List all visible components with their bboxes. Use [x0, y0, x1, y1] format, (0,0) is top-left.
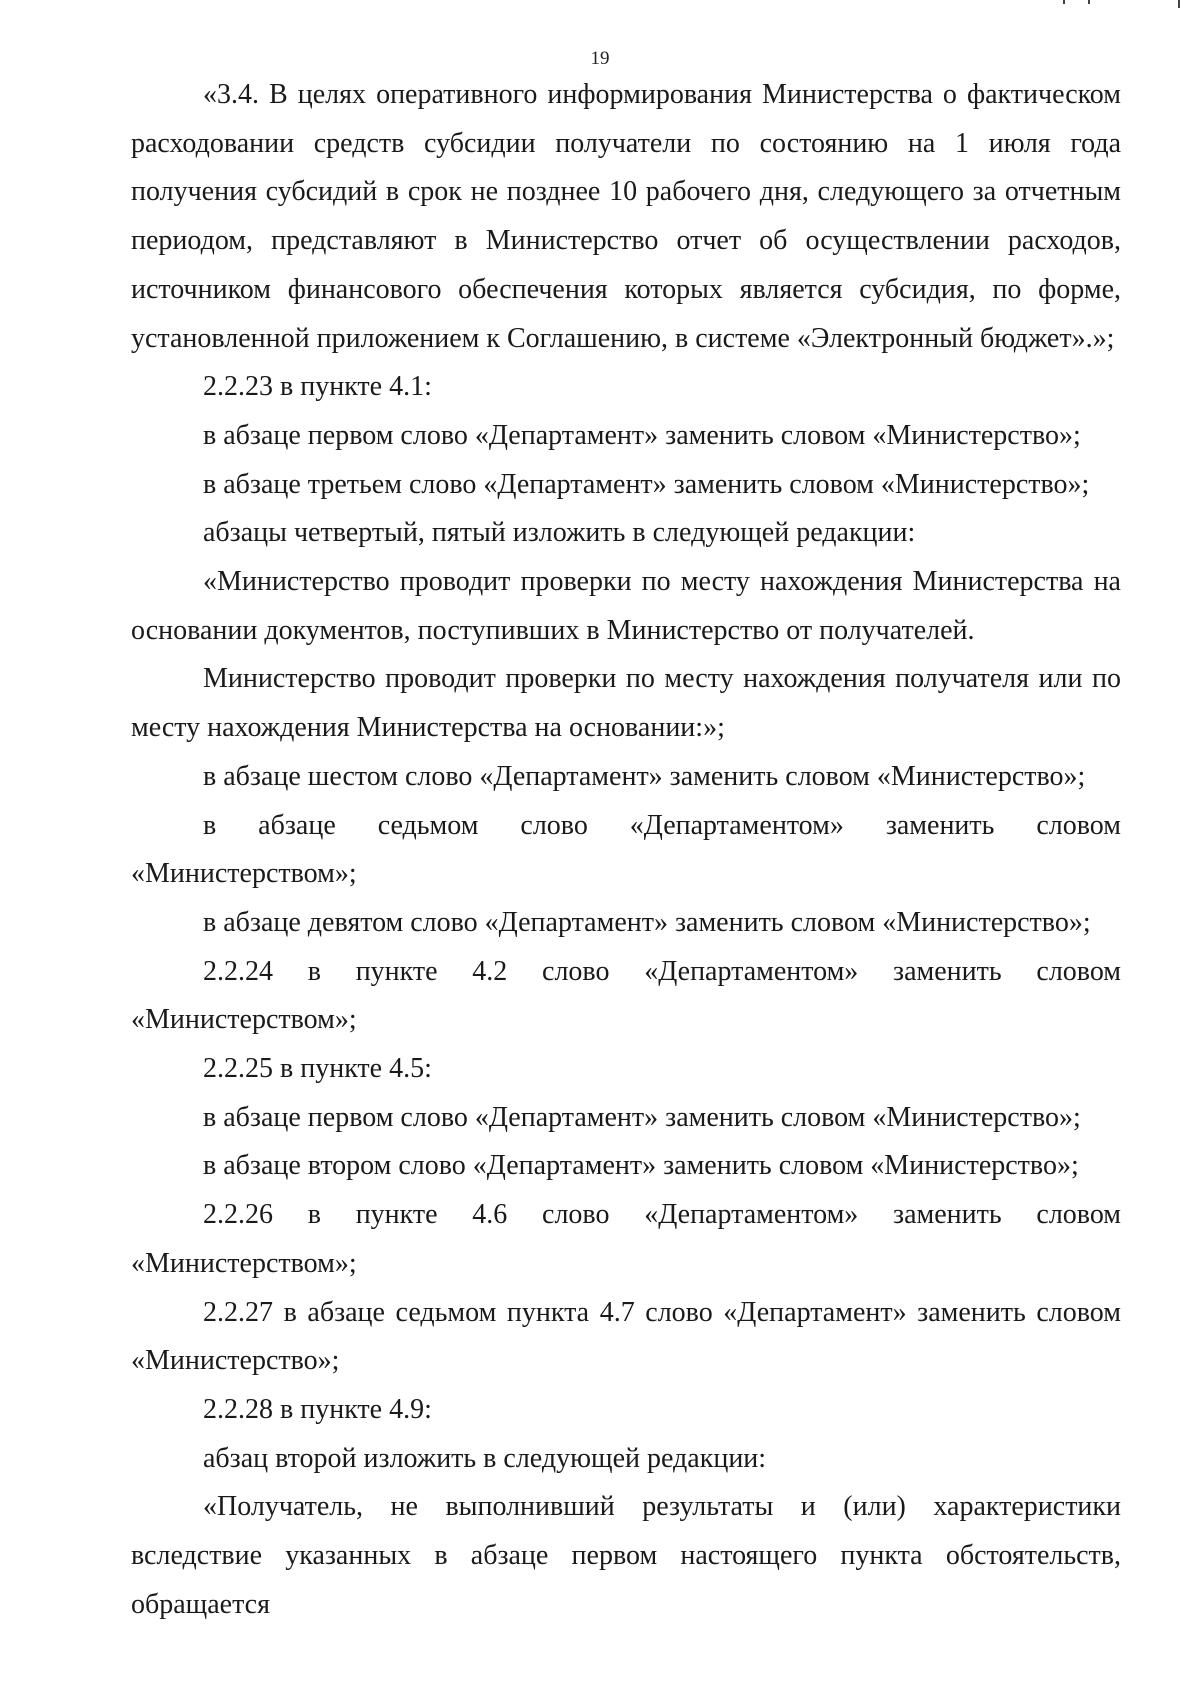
paragraph-4-1-sixth-abzac: в абзаце шестом слово «Департамент» заменить словом «Министерство»; [203, 760, 1086, 792]
page-number: 19 [590, 48, 610, 69]
paragraph-2-2-25-heading: 2.2.25 в пункте 4.5: [203, 1053, 432, 1085]
scan-edge-mark-right [1178, 0, 1180, 8]
paragraph-inspections-location: «Министерство проводит проверки по месту нахождения Министерства на основании документов, поступивших в Министерство от получателей. [131, 566, 1121, 646]
paragraph-recipient-obligation: «Получатель, не выполнивший результаты и (или) характеристики вследствие указанных в абзаце первом настоящего пункта обстоятельств, обращается [131, 1491, 1121, 1620]
paragraph-4-1-first-abzac: в абзаце первом слово «Департамент» заменить словом «Министерство»; [203, 419, 1081, 451]
scan-edge-mark-middle [1088, 0, 1090, 4]
paragraph-2-2-23-heading: 2.2.23 в пункте 4.1: [203, 371, 432, 403]
paragraph-4-1-third-abzac: в абзаце третьем слово «Департамент» заменить словом «Министерство»; [203, 468, 1090, 500]
paragraph-4-1-new-wording-intro: абзацы четвертый, пятый изложить в следующей редакции: [203, 517, 916, 549]
paragraph-2-2-24: 2.2.24 в пункте 4.2 слово «Департаментом» заменить словом «Министерством»; [131, 955, 1121, 1036]
paragraph-2-2-28-heading: 2.2.28 в пункте 4.9: [203, 1393, 432, 1425]
paragraph-4-9-new-wording-intro: абзац второй изложить в следующей редакции: [203, 1442, 767, 1474]
paragraph-4-5-second-abzac: в абзаце втором слово «Департамент» заменить словом «Министерство»; [203, 1150, 1079, 1182]
scan-edge-mark-left [1063, 0, 1065, 4]
document-body [131, 71, 1121, 1630]
paragraph-4-1-seventh-abzac: в абзаце седьмом слово «Департаментом» заменить словом «Министерством»; [131, 809, 1121, 890]
paragraph-2-2-26: 2.2.26 в пункте 4.6 слово «Департаментом» заменить словом «Министерством»; [131, 1199, 1121, 1279]
paragraph-2-2-27: 2.2.27 в абзаце седьмом пункта 4.7 слово «Департамент» заменить словом «Министерство»; [131, 1296, 1121, 1377]
paragraph-inspections-basis: Министерство проводит проверки по месту нахождения получателя или по месту нахождения Министерства на основании:»; [131, 663, 1121, 744]
paragraph-3-4-reporting: «3.4. В целях оперативного информирования Министерства о фактическом расходовании средств субсидии получатели по состоянию на 1 июля года получения субсидий в срок не позднее 10 рабочего дня, следующего за отчетным периодом, представляют в Министерство отчет об осуществлении расходов, источником финансового обеспечения которых является субсидия, по форме, установленной приложением к Соглашению, в системе «Электронный бюджет».»; [131, 79, 1121, 354]
paragraph-4-1-ninth-abzac: в абзаце девятом слово «Департамент» заменить словом «Министерство»; [203, 906, 1091, 938]
paragraph-4-5-first-abzac: в абзаце первом слово «Департамент» заменить словом «Министерство»; [203, 1101, 1081, 1133]
